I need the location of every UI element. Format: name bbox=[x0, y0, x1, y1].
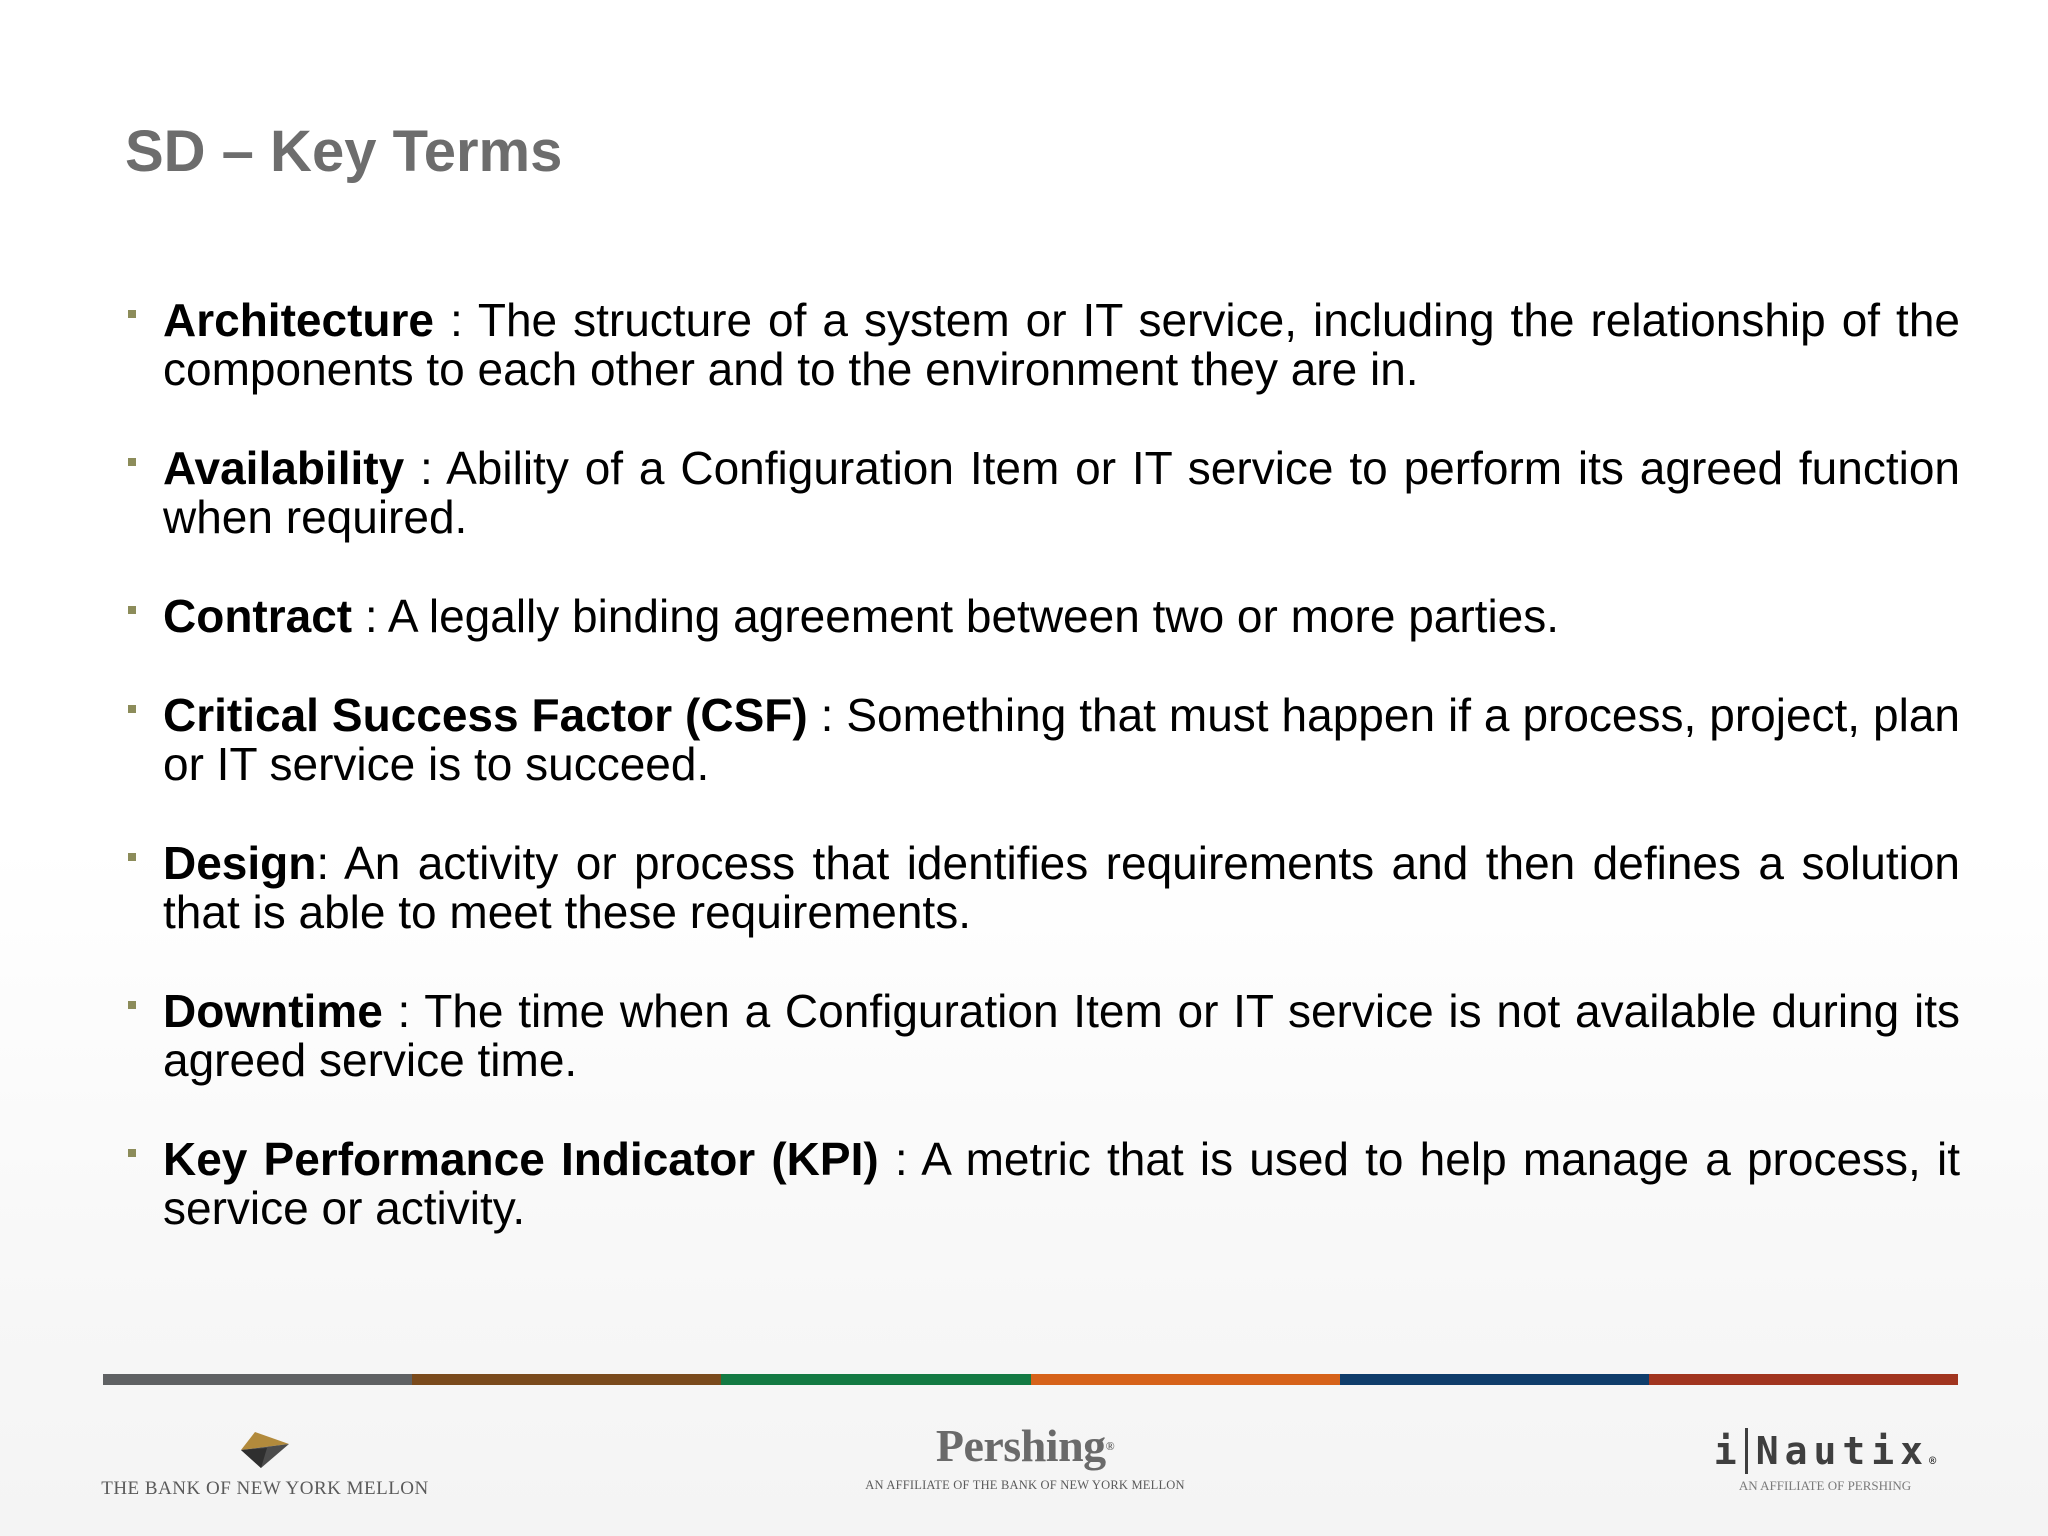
pershing-wordmark: Pershing® bbox=[935, 1420, 1115, 1471]
term-definition: : A legally binding agreement between two or more parties. bbox=[352, 590, 1560, 642]
term-name: Design bbox=[163, 837, 317, 889]
inautix-tagline: AN AFFILIATE OF PERSHING bbox=[1738, 1478, 1912, 1493]
inautix-wordmark: i Nautix ® bbox=[1713, 1429, 1937, 1473]
bullet-icon bbox=[128, 1149, 136, 1157]
bullet-icon bbox=[128, 458, 136, 466]
list-item bbox=[125, 592, 1960, 641]
key-terms-list bbox=[125, 296, 1960, 1283]
list-item bbox=[125, 987, 1960, 1085]
color-bar-segment bbox=[1649, 1374, 1958, 1385]
term-definition: : The structure of a system or IT service, including the relationship of the components to each other and to the environment they are in. bbox=[163, 294, 1960, 395]
color-bar-segment bbox=[721, 1374, 1030, 1385]
term-definition: : A metric that is used to help manage a process, it service or activity. bbox=[163, 1133, 1960, 1234]
bny-mellon-logo bbox=[95, 1430, 435, 1500]
term-name: Downtime bbox=[163, 985, 383, 1037]
term-definition: : An activity or process that identifies requirements and then defines a solution that is able to meet these requirements. bbox=[163, 837, 1960, 938]
color-bar-segment bbox=[412, 1374, 721, 1385]
pershing-logo bbox=[840, 1420, 1210, 1493]
bullet-icon bbox=[128, 705, 136, 713]
footer-color-bar bbox=[103, 1374, 1958, 1385]
slide-title: SD – Key Terms bbox=[125, 119, 563, 184]
color-bar-segment bbox=[1031, 1374, 1340, 1385]
color-bar-segment bbox=[103, 1374, 412, 1385]
list-item bbox=[125, 691, 1960, 789]
bny-logo-text: THE BANK OF NEW YORK MELLON bbox=[101, 1478, 429, 1499]
list-item bbox=[125, 296, 1960, 394]
term-name: Architecture bbox=[163, 294, 434, 346]
term-definition: : Ability of a Configuration Item or IT service to perform its agreed function when required. bbox=[163, 442, 1960, 543]
bullet-icon bbox=[128, 853, 136, 861]
pershing-tagline: AN AFFILIATE OF THE BANK OF NEW YORK MELLON bbox=[865, 1478, 1185, 1492]
term-name: Critical Success Factor (CSF) bbox=[163, 689, 808, 741]
arrowhead-logo-icon bbox=[237, 1430, 293, 1470]
color-bar-segment bbox=[1340, 1374, 1649, 1385]
list-item bbox=[125, 1135, 1960, 1233]
term-definition: : The time when a Configuration Item or IT service is not available during its agreed service time. bbox=[163, 985, 1960, 1086]
inautix-logo bbox=[1675, 1428, 1975, 1494]
term-name: Contract bbox=[163, 590, 353, 642]
list-item bbox=[125, 839, 1960, 937]
bullet-icon bbox=[128, 310, 136, 318]
term-name: Availability bbox=[163, 442, 405, 494]
bullet-icon bbox=[128, 606, 136, 614]
bullet-icon bbox=[128, 1001, 136, 1009]
term-definition: : Something that must happen if a process, project, plan or IT service is to succeed. bbox=[163, 689, 1961, 790]
term-name: Key Performance Indicator (KPI) bbox=[163, 1133, 879, 1185]
separator bbox=[1745, 1428, 1748, 1474]
list-item bbox=[125, 444, 1960, 542]
